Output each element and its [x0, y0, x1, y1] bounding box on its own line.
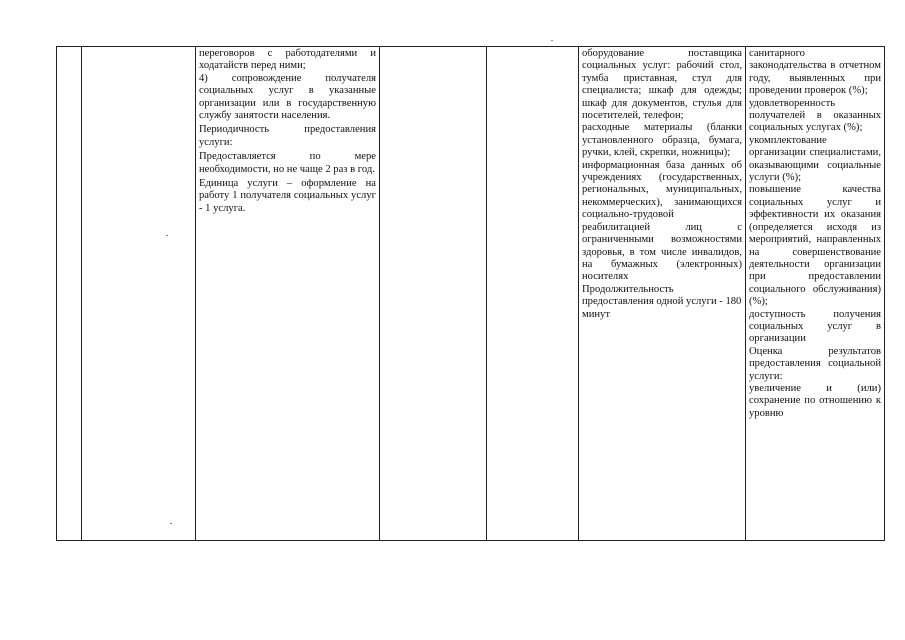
paragraph: доступность получения социальных услуг в организации	[749, 308, 881, 345]
paragraph: удовлетворенность получателей в оказанных социальных услугах (%);	[749, 97, 881, 134]
cell-service-description	[196, 47, 380, 541]
paragraph: Периодичность предоставления услуги:	[199, 124, 376, 148]
cell-col2	[82, 47, 196, 541]
cell-col1	[57, 47, 82, 541]
table-row	[57, 47, 885, 541]
services-table	[56, 46, 885, 541]
scan-speck	[551, 40, 553, 41]
paragraph: повышение качества социальных услуг и эффективности их оказания (определяется исходя из мероприятий, направленных на совершенствование деятельности организации при предоставлении социального обслуживания) (%);	[749, 184, 881, 308]
paragraph: информационная база данных об учреждениях (государственных, региональных, муниципальных, некоммерческих), занимающихся социально-трудовой реабилитацией лиц с ограниченными возможностями здоровья, в том числе инвалидов, на бумажных (электронных) носителях	[582, 159, 742, 283]
cell-quality-indicators	[746, 47, 885, 541]
cell-col5	[487, 47, 579, 541]
paragraph: санитарного законодательства в отчетном году, выявленных при проведении проверок (%);	[749, 48, 881, 97]
paragraph: оборудование поставщика социальных услуг: рабочий стол, тумба приставная, стул для специалиста; шкаф для одежды; шкаф для документов, стулья для посетителей, телефон;	[582, 48, 742, 122]
paragraph: переговоров с работодателями и ходатайств перед ними;	[199, 48, 376, 72]
paragraph: Продолжительность предоставления одной услуги - 180 минут	[582, 283, 742, 320]
cell-col4	[380, 47, 487, 541]
paragraph: 4) сопровождение получателя социальных услуг в указанные организации или в государственную службу занятости населения.	[199, 72, 376, 122]
paragraph: Предоставляется по мере необходимости, но не чаще 2 раз в год.	[199, 151, 376, 175]
paragraph: Единица услуги – оформление на работу 1 получателя социальных услуг - 1 услуга.	[199, 178, 376, 214]
paragraph: расходные материалы (бланки установленного образца, бумага, ручки, клей, скрепки, ножницы);	[582, 122, 742, 159]
cell-service-conditions	[579, 47, 746, 541]
paragraph: Оценка результатов предоставления социальной услуги:	[749, 345, 881, 382]
paragraph: увеличение и (или) сохранение по отношению к уровню	[749, 382, 881, 419]
paragraph: укомплектование организации специалистами, оказывающими социальные услуги (%);	[749, 134, 881, 184]
